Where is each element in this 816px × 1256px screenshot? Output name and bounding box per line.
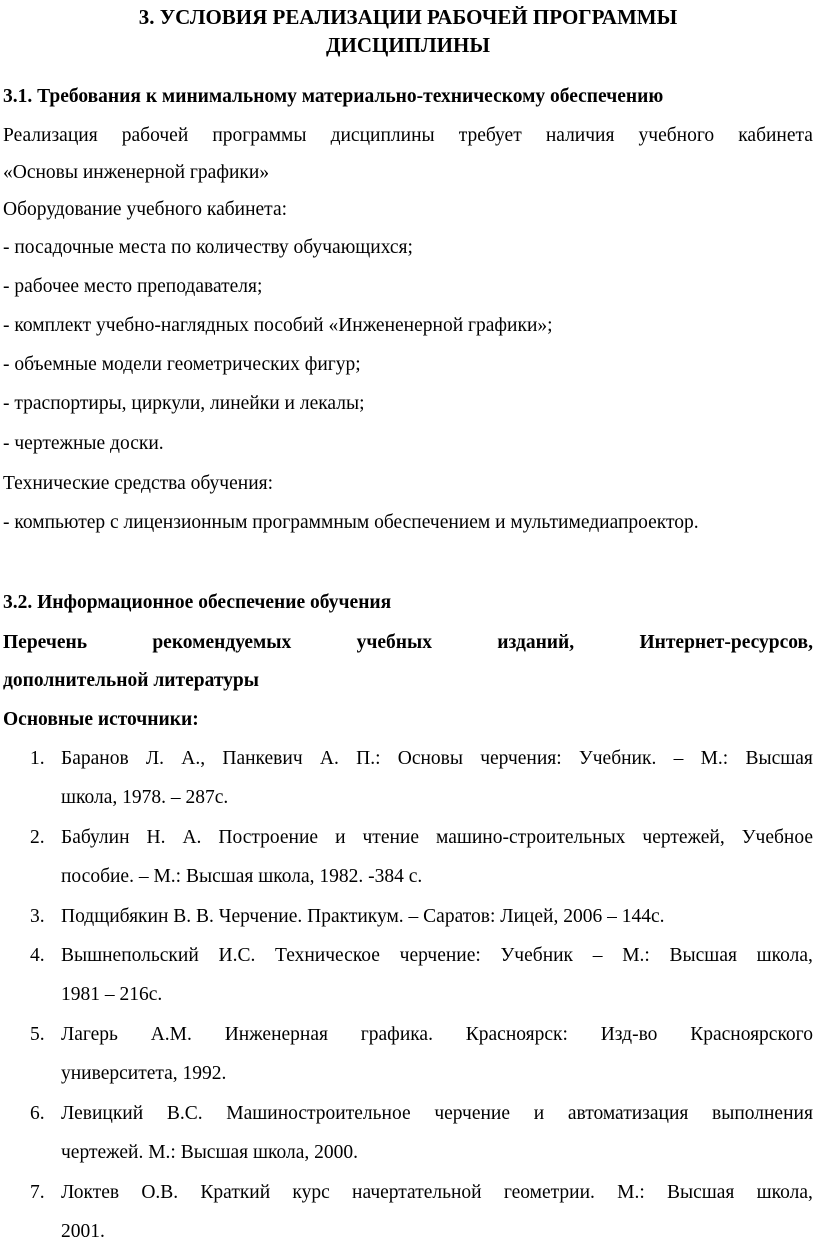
word: Инженерная (224, 1024, 328, 1045)
list-item-line2: пособие. – М.: Высшая школа, 1982. -384 с. (61, 866, 423, 887)
list-item-number: 5. (30, 1024, 45, 1045)
word: черчения: (480, 748, 562, 769)
list-item-line1 (61, 1022, 813, 1048)
word: автоматизация (567, 1103, 689, 1124)
word: И.С. (218, 945, 256, 966)
list-item-number: 7. (30, 1182, 45, 1203)
word: – (673, 748, 684, 769)
word: программы (212, 125, 307, 146)
paragraph-line1 (3, 123, 813, 149)
word: школа, (756, 1182, 813, 1203)
word: Машиностроительное (226, 1103, 411, 1124)
main-sources-label: Основные источники: (3, 709, 199, 730)
subsection-3-1-heading: 3.1. Требования к минимальному материально-техническому обеспечению (3, 86, 664, 107)
word: Л. (145, 748, 165, 769)
list-item-number: 2. (30, 827, 45, 848)
word: графика. (360, 1024, 433, 1045)
word: Учебное (741, 827, 813, 848)
word: Перечень (3, 632, 88, 653)
list-item-line1 (61, 1180, 813, 1206)
word: Подщибякин В. В. Черчение. Практикум. – Саратов: Лицей, 2006 – 144с. (61, 906, 665, 927)
list-item-line1 (61, 943, 813, 969)
word: Высшая (667, 1182, 735, 1203)
list-item-number: 6. (30, 1103, 45, 1124)
section-title-line1: 3. УСЛОВИЯ РЕАЛИЗАЦИИ РАБОЧЕЙ ПРОГРАММЫ (138, 5, 678, 29)
word: А.М. (150, 1024, 192, 1045)
word: В.С. (166, 1103, 203, 1124)
word: П.: (356, 748, 381, 769)
word: школа, (756, 945, 813, 966)
list-item-line2: 2001. (61, 1221, 105, 1242)
word: кабинета (738, 125, 813, 146)
equipment-item: - объемные модели геометрических фигур; (3, 354, 361, 375)
list-item-line1 (61, 825, 813, 851)
word: геометрии. (503, 1182, 595, 1203)
list-item-line2: школа, 1978. – 287с. (61, 787, 229, 808)
word: черчение: (399, 945, 481, 966)
list-item-number: 1. (30, 748, 45, 769)
list-item-number: 3. (30, 906, 45, 927)
tech-item: - компьютер с лицензионным программным обеспечением и мультимедиапроектор. (3, 512, 699, 533)
word: чтение (362, 827, 419, 848)
word: курс (292, 1182, 330, 1203)
word: Техническое (275, 945, 380, 966)
word: рабочей (121, 125, 189, 146)
word: Высшая (745, 748, 813, 769)
equipment-item: - рабочее место преподавателя; (3, 276, 263, 297)
word: М.: (700, 748, 729, 769)
word: М.: (617, 1182, 645, 1203)
word: Учебник (500, 945, 574, 966)
word: Левицкий (61, 1103, 144, 1124)
list-heading-line2: дополнительной литературы (3, 670, 259, 691)
word: начертательной (352, 1182, 482, 1203)
word: изданий, (497, 632, 575, 653)
word: чертежей, (642, 827, 725, 848)
word: учебного (638, 125, 715, 146)
word: Учебник. (578, 748, 657, 769)
word: Баранов (61, 748, 129, 769)
word: Бабулин (61, 827, 130, 848)
word: Высшая (669, 945, 737, 966)
list-item-line2: чертежей. М.: Высшая школа, 2000. (61, 1142, 358, 1163)
word: Интернет-ресурсов, (639, 632, 813, 653)
word: черчение (434, 1103, 511, 1124)
equipment-item: - посадочные места по количеству обучающихся; (3, 237, 413, 258)
list-item-line1 (61, 1101, 813, 1127)
word: Красноярск: (465, 1024, 568, 1045)
equipment-item: - траспортиры, циркули, линейки и лекалы; (3, 393, 365, 414)
list-item-line2: 1981 – 216с. (61, 984, 163, 1005)
section-title-line2: ДИСЦИПЛИНЫ (326, 33, 490, 57)
word: Лагерь (61, 1024, 118, 1045)
word: Основы (397, 748, 463, 769)
word: О.В. (141, 1182, 179, 1203)
paragraph-line2: «Основы инженерной графики» (3, 162, 270, 183)
word: Н. (146, 827, 166, 848)
word: Реализация (3, 125, 98, 146)
word: наличия (545, 125, 615, 146)
word: и (533, 1103, 545, 1124)
word: машино-строительных (435, 827, 626, 848)
word: – (592, 945, 603, 966)
word: требует (458, 125, 522, 146)
list-item-line1 (61, 746, 813, 772)
word: М.: (622, 945, 650, 966)
word: А. (319, 748, 339, 769)
list-heading-line1 (3, 630, 813, 656)
list-item-number: 4. (30, 945, 45, 966)
equipment-label: Оборудование учебного кабинета: (3, 199, 288, 220)
word: Красноярского (690, 1024, 813, 1045)
word: дисциплины (330, 125, 435, 146)
word: Локтев (61, 1182, 120, 1203)
list-item-line1 (61, 904, 813, 930)
word: Изд-во (600, 1024, 658, 1045)
tech-label: Технические средства обучения: (3, 473, 274, 494)
word: А. (182, 827, 202, 848)
word: Вышнепольский (61, 945, 199, 966)
word: рекомендуемых (152, 632, 292, 653)
word: А., (181, 748, 206, 769)
list-item-line2: университета, 1992. (61, 1063, 227, 1084)
word: Панкевич (222, 748, 303, 769)
equipment-item: - чертежные доски. (3, 433, 164, 454)
word: и (335, 827, 346, 848)
word: Краткий (200, 1182, 271, 1203)
word: учебных (356, 632, 432, 653)
equipment-item: - комплект учебно-наглядных пособий «Инжененерной графики»; (3, 315, 553, 336)
subsection-3-2-heading: 3.2. Информационное обеспечение обучения (3, 592, 392, 613)
word: Построение (218, 827, 319, 848)
word: выполнения (712, 1103, 813, 1124)
